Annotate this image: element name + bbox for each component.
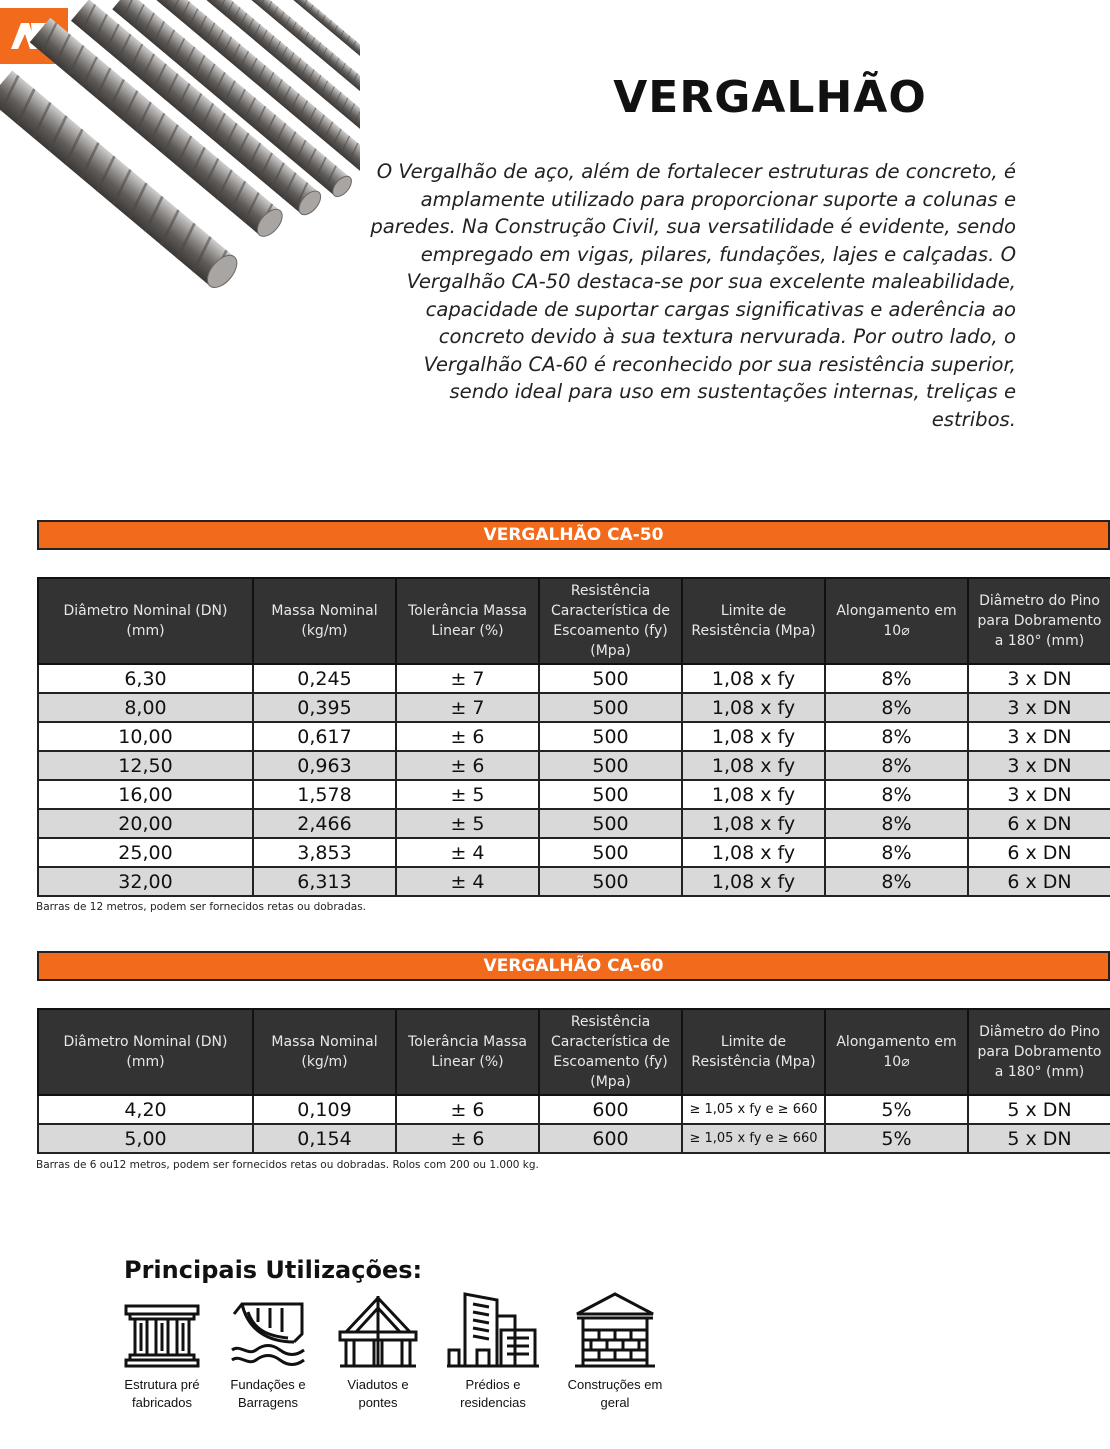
columns-icon <box>122 1290 202 1370</box>
table-cell: 500 <box>539 693 682 722</box>
table-row <box>38 867 1110 896</box>
table-cell: 5% <box>825 1095 968 1124</box>
ca50-spec-table <box>37 577 1110 897</box>
table-cell: 4,20 <box>38 1095 253 1124</box>
column-header: Diâmetro Nominal (DN) (mm) <box>38 1009 253 1095</box>
table-cell: 6 x DN <box>968 809 1110 838</box>
table-row <box>38 780 1110 809</box>
table-cell: ± 6 <box>396 1124 539 1153</box>
ca50-section-title: VERGALHÃO CA-50 <box>37 520 1110 550</box>
ca60-note: Barras de 6 ou12 metros, podem ser fornecidos retas ou dobradas. Rolos com 200 ou 1.000 kg. <box>36 1159 539 1171</box>
table-cell: 3 x DN <box>968 722 1110 751</box>
use-item-precast <box>102 1290 222 1412</box>
column-header: Resistência Característica de Escoamento (fy) (Mpa) <box>539 578 682 664</box>
dam-icon <box>228 1290 308 1370</box>
table-cell: 2,466 <box>253 809 396 838</box>
table-cell: 1,08 x fy <box>682 664 825 693</box>
table-cell: 5 x DN <box>968 1124 1110 1153</box>
table-cell: 6,30 <box>38 664 253 693</box>
table-cell: 5% <box>825 1124 968 1153</box>
table-cell: 0,395 <box>253 693 396 722</box>
use-label-line2: fabricados <box>132 1395 192 1410</box>
column-header: Massa Nominal (kg/m) <box>253 1009 396 1095</box>
table-cell: ± 5 <box>396 809 539 838</box>
table-cell: 5 x DN <box>968 1095 1110 1124</box>
table-cell: 8% <box>825 867 968 896</box>
table-cell: ± 4 <box>396 838 539 867</box>
ca60-spec-table <box>37 1008 1110 1154</box>
bridge-icon <box>338 1290 418 1370</box>
table-row <box>38 1095 1110 1124</box>
use-label-line1: Viadutos e <box>347 1377 409 1392</box>
use-label-line2: pontes <box>358 1395 398 1410</box>
page-title: VERGALHÃO <box>613 72 927 123</box>
use-item-general <box>555 1290 675 1412</box>
use-label-line2: geral <box>600 1395 630 1410</box>
table-cell: 0,617 <box>253 722 396 751</box>
use-label-line1: Estrutura pré <box>124 1377 200 1392</box>
table-cell: 8% <box>825 809 968 838</box>
table-cell: 3,853 <box>253 838 396 867</box>
column-header: Diâmetro do Pino para Dobramento a 180° (mm) <box>968 1009 1110 1095</box>
table-cell: 1,578 <box>253 780 396 809</box>
use-item-bridges <box>318 1290 438 1412</box>
table-row <box>38 722 1110 751</box>
table-cell: 0,963 <box>253 751 396 780</box>
table-cell: ± 4 <box>396 867 539 896</box>
table-cell: 8% <box>825 751 968 780</box>
use-label-line2: Barragens <box>238 1395 298 1410</box>
use-label-line1: Construções em <box>567 1377 663 1392</box>
table-cell: 500 <box>539 664 682 693</box>
column-header: Diâmetro Nominal (DN) (mm) <box>38 578 253 664</box>
table-cell: 6 x DN <box>968 867 1110 896</box>
table-cell: 1,08 x fy <box>682 780 825 809</box>
buildings-icon <box>445 1290 541 1370</box>
ca50-note: Barras de 12 metros, podem ser fornecidos retas ou dobradas. <box>36 901 367 913</box>
ca60-section-title: VERGALHÃO CA-60 <box>37 951 1110 981</box>
table-cell: 1,08 x fy <box>682 693 825 722</box>
table-cell: 8% <box>825 838 968 867</box>
table-cell: 5,00 <box>38 1124 253 1153</box>
table-header-row <box>38 1009 1110 1095</box>
table-cell: 20,00 <box>38 809 253 838</box>
column-header: Tolerância Massa Linear (%) <box>396 1009 539 1095</box>
table-cell: 32,00 <box>38 867 253 896</box>
column-header: Limite de Resistência (Mpa) <box>682 578 825 664</box>
column-header: Limite de Resistência (Mpa) <box>682 1009 825 1095</box>
column-header: Diâmetro do Pino para Dobramento a 180° (mm) <box>968 578 1110 664</box>
column-header: Tolerância Massa Linear (%) <box>396 578 539 664</box>
table-row <box>38 809 1110 838</box>
brick-house-icon <box>573 1290 657 1370</box>
table-cell: 600 <box>539 1095 682 1124</box>
table-cell: 0,245 <box>253 664 396 693</box>
table-cell: ≥ 1,05 x fy e ≥ 660 <box>682 1095 825 1124</box>
table-cell: ± 7 <box>396 693 539 722</box>
table-cell: ± 6 <box>396 722 539 751</box>
table-cell: 500 <box>539 722 682 751</box>
table-row <box>38 693 1110 722</box>
table-cell: ± 7 <box>396 664 539 693</box>
table-cell: 10,00 <box>38 722 253 751</box>
table-cell: 1,08 x fy <box>682 722 825 751</box>
table-cell: 500 <box>539 751 682 780</box>
table-cell: ± 5 <box>396 780 539 809</box>
table-cell: 0,154 <box>253 1124 396 1153</box>
table-cell: 25,00 <box>38 838 253 867</box>
use-item-dams <box>208 1290 328 1412</box>
table-cell: 1,08 x fy <box>682 809 825 838</box>
table-row <box>38 664 1110 693</box>
table-cell: 0,109 <box>253 1095 396 1124</box>
table-cell: 3 x DN <box>968 664 1110 693</box>
uses-title: Principais Utilizações: <box>124 1256 423 1284</box>
table-row <box>38 1124 1110 1153</box>
use-item-buildings <box>433 1290 553 1412</box>
table-cell: 6 x DN <box>968 838 1110 867</box>
column-header: Alongamento em 10⌀ <box>825 578 968 664</box>
table-cell: 500 <box>539 780 682 809</box>
table-cell: 500 <box>539 809 682 838</box>
table-cell: 8% <box>825 780 968 809</box>
table-cell: 3 x DN <box>968 693 1110 722</box>
column-header: Massa Nominal (kg/m) <box>253 578 396 664</box>
table-cell: 1,08 x fy <box>682 867 825 896</box>
table-cell: 600 <box>539 1124 682 1153</box>
table-cell: 8% <box>825 722 968 751</box>
table-cell: 500 <box>539 867 682 896</box>
table-cell: ≥ 1,05 x fy e ≥ 660 <box>682 1124 825 1153</box>
column-header: Resistência Característica de Escoamento (fy) (Mpa) <box>539 1009 682 1095</box>
table-cell: 8,00 <box>38 693 253 722</box>
table-cell: 16,00 <box>38 780 253 809</box>
table-header-row <box>38 578 1110 664</box>
table-cell: ± 6 <box>396 751 539 780</box>
table-row <box>38 838 1110 867</box>
use-label-line1: Fundações e <box>230 1377 306 1392</box>
rebar-image <box>0 0 360 345</box>
table-cell: 500 <box>539 838 682 867</box>
table-row <box>38 751 1110 780</box>
column-header: Alongamento em 10⌀ <box>825 1009 968 1095</box>
use-label-line2: residencias <box>460 1395 526 1410</box>
table-cell: 8% <box>825 693 968 722</box>
table-cell: 3 x DN <box>968 780 1110 809</box>
table-cell: ± 6 <box>396 1095 539 1124</box>
table-cell: 8% <box>825 664 968 693</box>
table-cell: 3 x DN <box>968 751 1110 780</box>
table-cell: 1,08 x fy <box>682 751 825 780</box>
table-cell: 12,50 <box>38 751 253 780</box>
product-description: O Vergalhão de aço, além de fortalecer estruturas de concreto, é amplamente utilizado para proporcionar suporte a colunas e paredes. Na Construção Civil, sua versatilidade é evidente, sendo empregado em vigas, pilares, fundações, lajes e calçadas. O Vergalhão CA-50 destaca-se por sua excelente maleabilidade, capacidade de suportar cargas significativas e aderência ao concreto devido à sua textura nervurada. Por outro lado, o Vergalhão CA-60 é reconhecido por sua resistência superior, sendo ideal para uso em sustentações internas, treliças e estribos. <box>370 160 1016 431</box>
use-label-line1: Prédios e <box>465 1377 521 1392</box>
table-cell: 6,313 <box>253 867 396 896</box>
table-cell: 1,08 x fy <box>682 838 825 867</box>
